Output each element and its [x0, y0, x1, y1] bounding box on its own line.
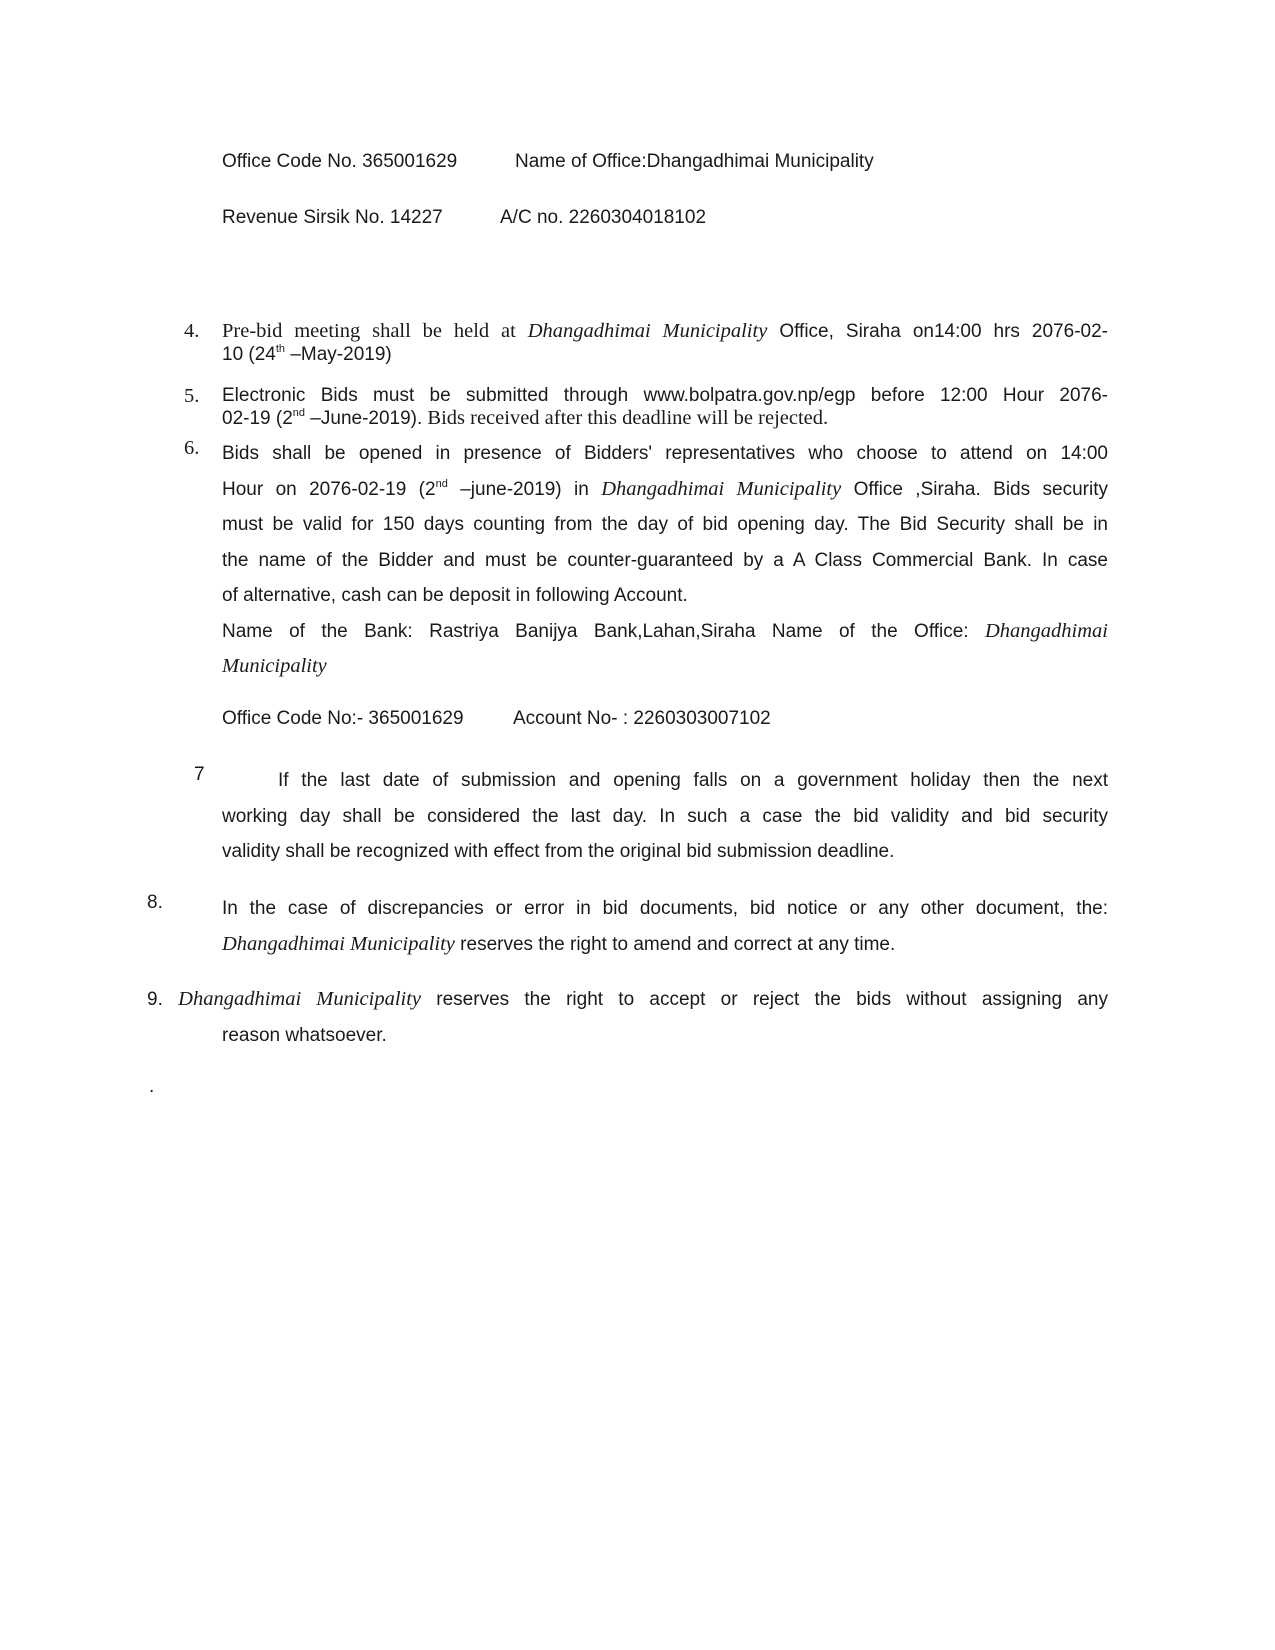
account-no-text: Account No- : 2260303007102 [513, 708, 771, 729]
item-4-number: 4. [184, 320, 200, 342]
office-name-text: Name of Office:Dhangadhimai Municipality [515, 151, 874, 172]
item-4-line2-a: 10 (24 [222, 343, 276, 365]
item-9-text [147, 982, 1108, 1053]
ac-no-text: A/C no. 2260304018102 [500, 207, 707, 228]
municipality-name: Dhangadhimai Municipality [222, 932, 455, 955]
item-6-line4: the name of the Bidder and must be counter-guaranteed by a A Class Commercial Bank. In case [222, 549, 1108, 571]
item-9-line2: reason whatsoever. [222, 1024, 387, 1046]
item-7-line2: working day shall be considered the last day. In such a case the bid validity and bid security [222, 805, 1108, 827]
item-4-line1-a: Pre-bid meeting shall be held at [222, 320, 528, 342]
item-6-line1: Bids shall be opened in presence of Bidders' representatives who choose to attend on 14:00 [222, 443, 1108, 464]
item-5-line2-a: 02-19 (2 [222, 407, 293, 429]
item-5-sup: nd [292, 406, 306, 419]
item-9-line1-b: reserves the right to accept or reject the bids without assigning any [421, 989, 1109, 1010]
municipality-name: Dhangadhimai Municipality [601, 477, 842, 500]
item-7-number: 7 [194, 764, 205, 785]
item-6-number: 6. [184, 437, 200, 459]
trailing-dot: . [149, 1076, 155, 1097]
item-5-text [222, 384, 1108, 431]
municipality-name: Dhangadhimai Municipality [178, 988, 422, 1010]
item-6-line2-d: Office ,Siraha. Bids security [841, 478, 1108, 500]
item-6-line3: must be valid for 150 days counting from the day of bid opening day. The Bid Security shall be in [222, 514, 1108, 535]
item-5-number: 5. [184, 385, 200, 407]
municipality-name: Dhangadhimai Municipality [527, 320, 768, 342]
item-7-line3: validity shall be recognized with effect from the original bid submission deadline. [222, 841, 895, 862]
item-6-text [222, 436, 1108, 685]
item-4-line2-b: –May-2019) [285, 343, 392, 365]
office-code-no-text: Office Code No:- 365001629 [222, 708, 464, 729]
item-8-text [222, 891, 1108, 962]
item-6-line2-a: Hour on 2076-02-19 (2 [222, 478, 436, 500]
item-8-line2-b: reserves the right to amend and correct at any time. [454, 933, 896, 955]
municipality-name: Dhangadhimai [985, 619, 1108, 642]
item-8-number: 8. [147, 892, 163, 913]
item-4-line1-c: Office, Siraha on14:00 hrs 2076-02- [767, 321, 1108, 342]
office-code-text: Office Code No. 365001629 [222, 151, 458, 172]
item-9-number: 9. [147, 989, 163, 1010]
item-4-text [222, 319, 1108, 366]
bank-name-text: Name of the Bank: Rastriya Banijya Bank,Lahan,Siraha Name of the Office: [222, 620, 985, 642]
item-7-text [222, 763, 1108, 870]
municipality-name: Municipality [222, 655, 327, 677]
item-7-line1: If the last date of submission and opening falls on a government holiday then the next [278, 770, 1108, 791]
revenue-sirsik-text: Revenue Sirsik No. 14227 [222, 207, 443, 228]
item-6-line2-b: –june-2019) in [447, 478, 602, 500]
item-4-sup: th [275, 342, 286, 355]
item-5-line2-b: –June-2019). [305, 407, 423, 429]
item-6-sup: nd [435, 477, 448, 490]
item-8-line1: In the case of discrepancies or error in bid documents, bid notice or any other document, the: [222, 898, 1108, 919]
item-5-line1: Electronic Bids must be submitted through www.bolpatra.gov.np/egp before 12:00 Hour 2076- [222, 385, 1108, 406]
item-5-line2-c: Bids received after this deadline will be rejected. [422, 406, 829, 429]
item-6-line5: of alternative, cash can be deposit in following Account. [222, 585, 688, 606]
